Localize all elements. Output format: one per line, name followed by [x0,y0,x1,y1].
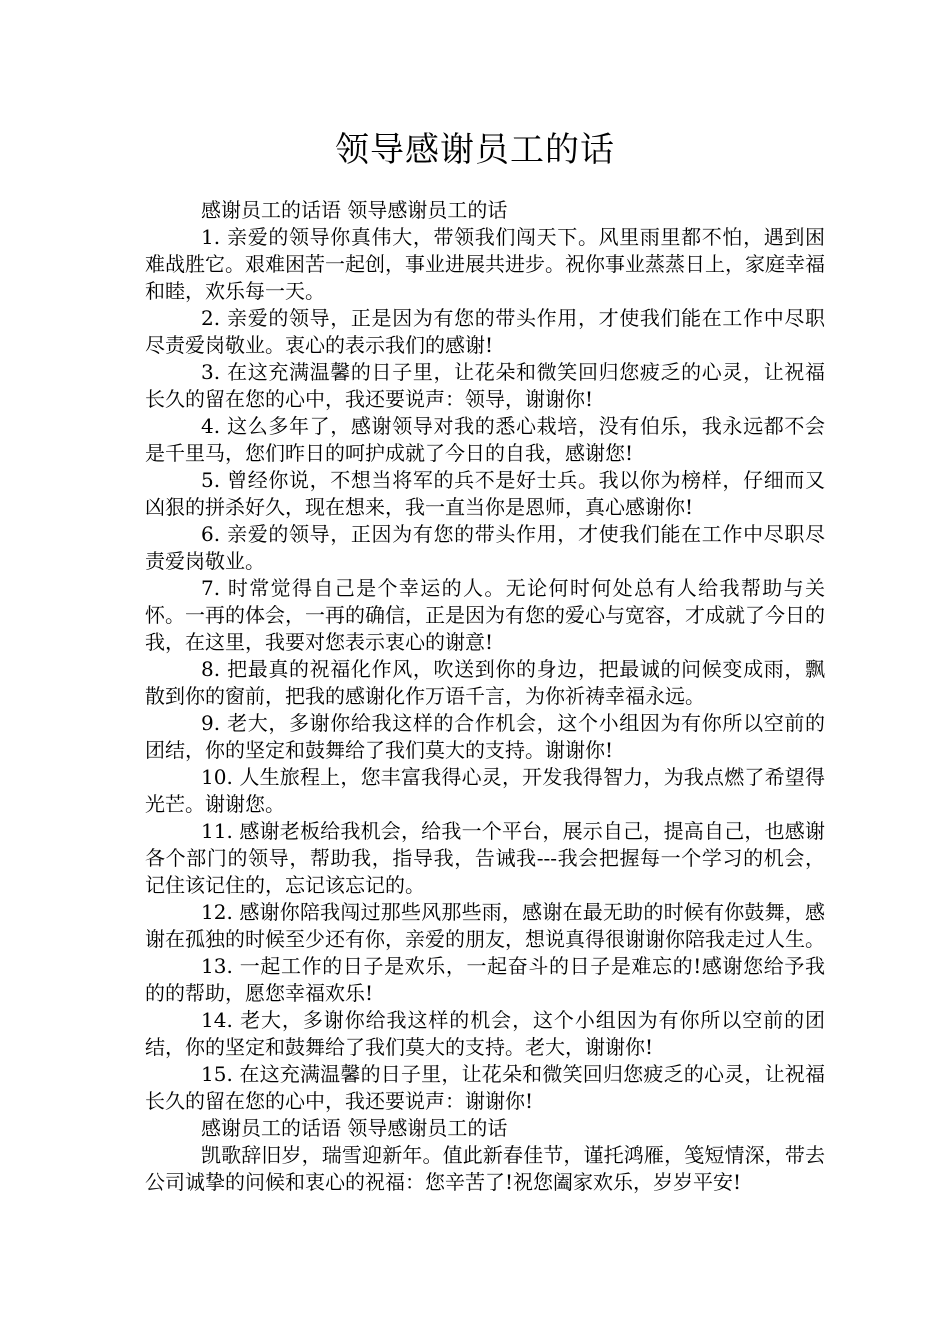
paragraph-item-13: 13. 一起工作的日子是欢乐，一起奋斗的日子是难忘的!感谢您给予我的的帮助，愿您幸福欢乐! [145,954,825,1005]
paragraph-item-9: 9. 老大，多谢你给我这样的合作机会，这个小组因为有你所以空前的团结，你的坚定和鼓舞给了我们莫大的支持。谢谢你! [145,711,825,762]
paragraph-item-7: 7. 时常觉得自己是个幸运的人。无论何时何处总有人给我帮助与关怀。一再的体会，一再的确信，正是因为有您的爱心与宽容，才成就了今日的我，在这里，我要对您表示衷心的谢意! [145,576,825,654]
document-title: 领导感谢员工的话 [335,130,615,170]
paragraph-item-11: 11. 感谢老板给我机会，给我一个平台，展示自己，提高自己，也感谢各个部门的领导，帮助我，指导我，告诫我---我会把握每一个学习的机会，记住该记住的，忘记该忘记的。 [145,819,825,897]
paragraph-item-5: 5. 曾经你说，不想当将军的兵不是好士兵。我以你为榜样，仔细而又凶狠的拼杀好久，现在想来，我一直当你是恩师，真心感谢你! [145,468,825,519]
paragraph-item-10: 10. 人生旅程上，您丰富我得心灵，开发我得智力，为我点燃了希望得光芒。谢谢您。 [145,765,825,816]
paragraph-item-8: 8. 把最真的祝福化作风，吹送到你的身边，把最诚的问候变成雨，飘散到你的窗前，把我的感谢化作万语千言，为你祈祷幸福永远。 [145,657,825,708]
document-body [145,197,825,1196]
paragraph-closing: 凯歌辞旧岁，瑞雪迎新年。值此新春佳节，谨托鸿雁，笺短情深，带去公司诚挚的问候和衷心的祝福：您辛苦了!祝您阖家欢乐，岁岁平安! [145,1143,825,1194]
paragraph-heading-1: 感谢员工的话语 领导感谢员工的话 [201,198,508,222]
paragraph-item-6: 6. 亲爱的领导，正因为有您的带头作用，才使我们能在工作中尽职尽责爱岗敬业。 [145,522,825,573]
paragraph-item-4: 4. 这么多年了，感谢领导对我的悉心栽培，没有伯乐，我永远都不会是千里马，您们昨日的呵护成就了今日的自我，感谢您! [145,414,825,465]
paragraph-item-14: 14. 老大，多谢你给我这样的机会，这个小组因为有你所以空前的团结，你的坚定和鼓舞给了我们莫大的支持。老大，谢谢你! [145,1008,825,1059]
paragraph-item-12: 12. 感谢你陪我闯过那些风那些雨，感谢在最无助的时候有你鼓舞，感谢在孤独的时候至少还有你，亲爱的朋友，想说真得很谢谢你陪我走过人生。 [145,900,825,951]
paragraph-item-3: 3. 在这充满温馨的日子里，让花朵和微笑回归您疲乏的心灵，让祝福长久的留在您的心中，我还要说声：领导，谢谢你! [145,360,825,411]
paragraph-item-1: 1. 亲爱的领导你真伟大，带领我们闯天下。风里雨里都不怕，遇到困难战胜它。艰难困苦一起创，事业进展共进步。祝你事业蒸蒸日上，家庭幸福和睦，欢乐每一天。 [145,225,825,303]
paragraph-item-15: 15. 在这充满温馨的日子里，让花朵和微笑回归您疲乏的心灵，让祝福长久的留在您的心中，我还要说声：谢谢你! [145,1062,825,1113]
paragraph-heading-2: 感谢员工的话语 领导感谢员工的话 [201,1116,508,1140]
paragraph-item-2: 2. 亲爱的领导，正是因为有您的带头作用，才使我们能在工作中尽职尽责爱岗敬业。衷心的表示我们的感谢! [145,306,825,357]
